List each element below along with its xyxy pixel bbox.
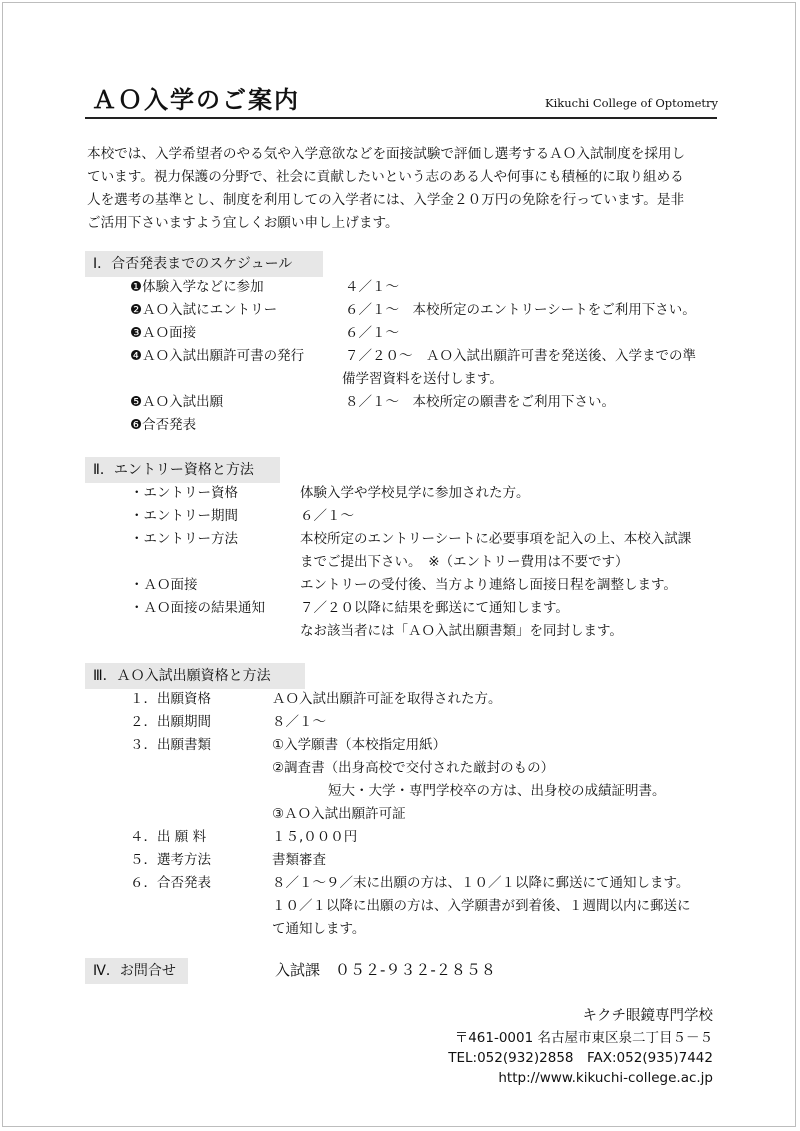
schedule-label: ❹ＡＯ入試出願許可書の発行 — [130, 348, 305, 364]
application-value-cont: ②調査書（出身高校で交付された厳封のもの） — [272, 760, 555, 776]
schedule-value-cont: 備学習資料を送付します。 — [342, 371, 503, 387]
intro-line: ご活用下さいますよう宜しくお願い申し上げます。 — [87, 215, 399, 231]
application-label: ４．出 願 料 — [130, 829, 207, 845]
entry-value: ６／１～ — [300, 508, 354, 524]
schedule-value: ６／１～ — [345, 325, 399, 341]
application-value: ８／１～９／末に出願の方は、１０／１以降に郵送にて通知します。 — [272, 875, 690, 891]
intro-line: ています。視力保護の分野で、社会に貢献したいという志のある人や何事にも積極的に取り組める — [87, 169, 684, 185]
application-value-cont: 短大・大学・専門学校卒の方は、出身校の成績証明書。 — [328, 783, 666, 799]
entry-value: エントリーの受付後、当方より連絡し面接日程を調整します。 — [300, 577, 677, 593]
schedule-label: ❻合否発表 — [130, 417, 197, 433]
application-value-cont: １０／１以降に出願の方は、入学願書が到着後、１週間以内に郵送に — [272, 898, 691, 914]
entry-label: ・エントリー期間 — [130, 508, 238, 524]
application-value: １５,０００円 — [272, 829, 358, 845]
application-value: ８／１～ — [272, 714, 326, 730]
intro-line: 本校では、入学希望者のやる気や入学意欲などを面接試験で評価し選考するＡＯ入試制度を採用し — [87, 146, 686, 162]
schedule-value: ６／１～ 本校所定のエントリーシートをご利用下さい。 — [345, 302, 696, 318]
entry-label: ・ＡＯ面接の結果通知 — [130, 600, 265, 616]
schedule-value: ８／１～ 本校所定の願書をご利用下さい。 — [345, 394, 615, 410]
application-value-cont: て通知します。 — [272, 921, 366, 937]
schedule-label: ❷ＡＯ入試にエントリー — [130, 302, 278, 318]
entry-value: ７／２０以降に結果を郵送にて通知します。 — [300, 600, 569, 616]
college-name-en: Kikuchi College of Optometry — [545, 96, 719, 110]
application-value: 書類審査 — [272, 852, 326, 868]
schedule-label: ❸ＡＯ面接 — [130, 325, 197, 341]
section-heading-schedule: Ⅰ．合否発表までのスケジュール — [85, 251, 323, 277]
schedule-value: ７／２０～ ＡＯ入試出願許可書を発送後、入学までの準 — [345, 348, 696, 364]
entry-label: ・ＡＯ面接 — [130, 577, 198, 593]
schedule-value: ４／１～ — [345, 279, 399, 295]
entry-value-cont: なお該当者には「ＡＯ入試出願書類」を同封します。 — [300, 623, 623, 639]
entry-label: ・エントリー方法 — [130, 531, 238, 547]
application-value: ①入学願書（本校指定用紙） — [272, 737, 447, 753]
application-label: ３．出願書類 — [130, 737, 211, 753]
entry-value: 本校所定のエントリーシートに必要事項を記入の上、本校入試課 — [300, 531, 692, 547]
school-name: キクチ眼鏡専門学校 — [582, 1008, 713, 1024]
application-label: ２．出願期間 — [130, 714, 211, 730]
application-value: ＡＯ入試出願許可証を取得された方。 — [272, 691, 502, 707]
schedule-label: ❺ＡＯ入試出願 — [130, 394, 224, 410]
school-tel-fax: TEL:052(932)2858 FAX:052(935)7442 — [448, 1050, 713, 1066]
application-label: ６．合否発表 — [130, 875, 211, 891]
entry-value-cont: までご提出下さい。 ※（エントリー費用は不要です） — [300, 554, 629, 570]
section-heading-application: Ⅲ．ＡＯ入試出願資格と方法 — [85, 663, 305, 689]
title-underline — [85, 117, 717, 119]
section-heading-entry: Ⅱ．エントリー資格と方法 — [85, 457, 280, 483]
section-heading-contact: Ⅳ．お問合せ — [85, 958, 188, 984]
page-title: ＡＯ入学のご案内 — [92, 86, 300, 114]
application-label: ５．選考方法 — [130, 852, 211, 868]
contact-phone: 入試課 ０５２-９３２-２８５８ — [275, 961, 496, 979]
entry-value: 体験入学や学校見学に参加された方。 — [300, 485, 530, 501]
application-value-cont: ③ＡＯ入試出願許可証 — [272, 806, 406, 822]
intro-line: 人を選考の基準とし、制度を利用しての入学者には、入学金２０万円の免除を行っています。是非 — [87, 192, 685, 208]
intro-paragraph — [87, 143, 717, 235]
school-url[interactable]: http://www.kikuchi-college.ac.jp — [498, 1070, 713, 1086]
application-label: １．出願資格 — [130, 691, 211, 707]
school-address: 〒461-0001 名古屋市東区泉二丁目５－５ — [454, 1030, 713, 1046]
entry-label: ・エントリー資格 — [130, 485, 238, 501]
schedule-label: ❶体験入学などに参加 — [130, 279, 264, 295]
